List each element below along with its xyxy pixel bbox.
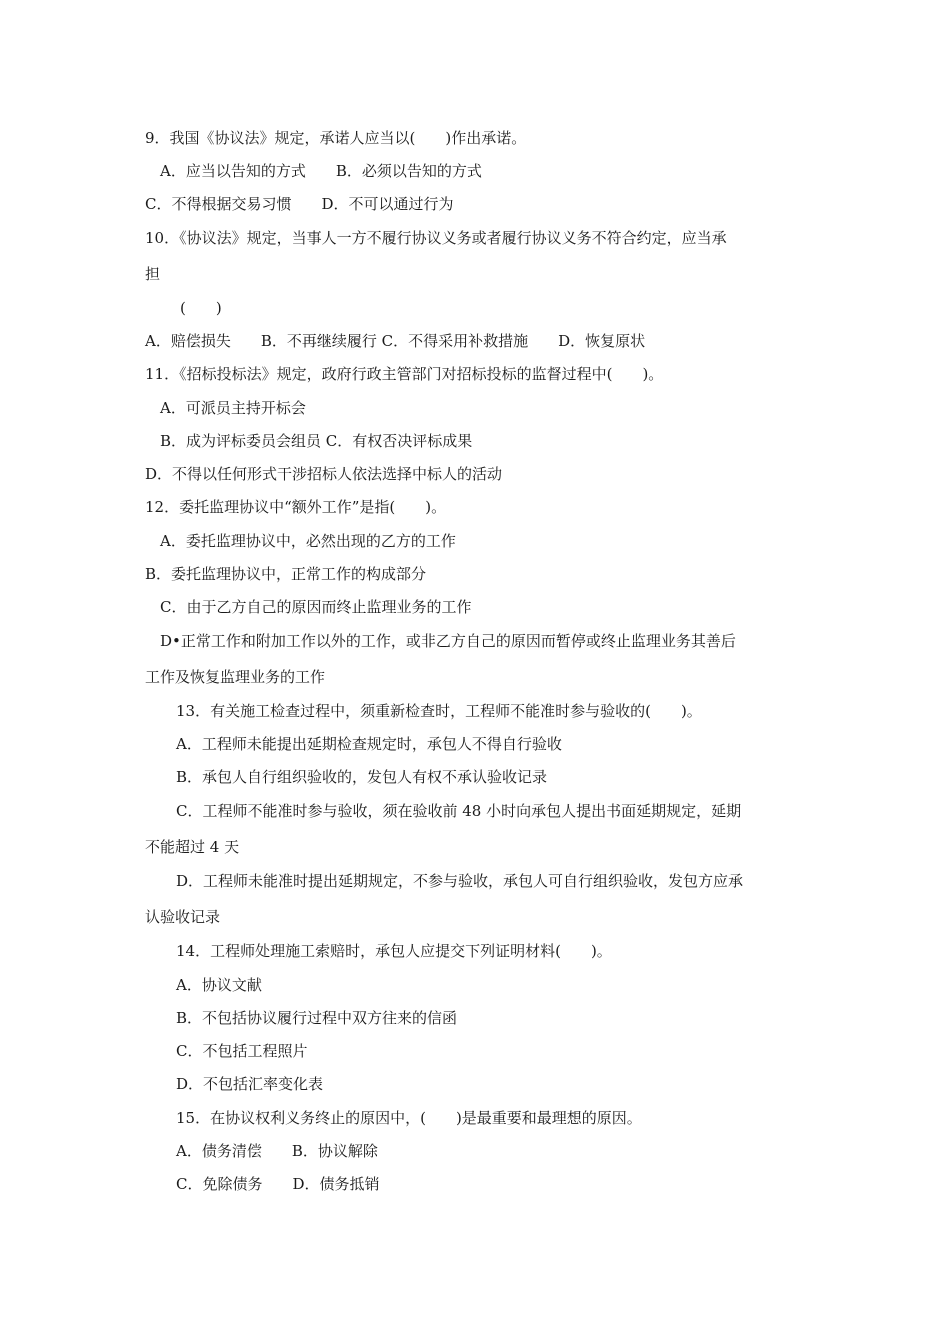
question-13-option-d: D．工程师未能准时提出延期规定，不参与验收，承包人可自行组织验收，发包方应承	[176, 872, 744, 890]
question-11-options-bc: B．成为评标委员会组员 C．有权否决评标成果	[160, 432, 473, 450]
question-12-option-d: D•正常工作和附加工作以外的工作，或非乙方自己的原因而暂停或终止监理业务其善后	[160, 632, 736, 650]
question-14: 14．工程师处理施工索赔时，承包人应提交下列证明材料( )。	[176, 942, 612, 960]
question-14-option-a: A．协议文献	[176, 976, 262, 994]
question-15-options-cd: C．免除债务 D．债务抵销	[176, 1175, 380, 1193]
question-12-option-a: A．委托监理协议中，必然出现的乙方的工作	[160, 532, 456, 550]
question-13-option-c-continued: 不能超过 4 天	[145, 838, 240, 856]
question-15: 15．在协议权利义务终止的原因中，( )是最重要和最理想的原因。	[176, 1109, 642, 1127]
question-13-option-d-continued: 认验收记录	[145, 908, 221, 926]
question-13-option-a: A．工程师未能提出延期检查规定时，承包人不得自行验收	[176, 735, 562, 753]
question-11: 11．《招标投标法》规定，政府行政主管部门对招标投标的监督过程中( )。	[145, 365, 664, 383]
question-14-option-d: D．不包括汇率变化表	[176, 1075, 324, 1093]
question-13-option-c: C．工程师不能准时参与验收，须在验收前 48 小时向承包人提出书面延期规定，延期	[176, 802, 742, 820]
question-14-option-b: B．不包括协议履行过程中双方往来的信函	[176, 1009, 458, 1027]
question-9: 9．我国《协议法》规定，承诺人应当以( )作出承诺。	[145, 129, 527, 147]
question-14-option-c: C．不包括工程照片	[176, 1042, 308, 1060]
question-11-option-d: D．不得以任何形式干涉招标人依法选择中标人的活动	[145, 465, 503, 483]
question-9-options-cd: C．不得根据交易习惯 D．不可以通过行为	[145, 195, 454, 213]
question-10: 10．《协议法》规定，当事人一方不履行协议义务或者履行协议义务不符合约定，应当承	[145, 229, 727, 247]
question-10-continued: 担	[145, 265, 161, 283]
question-13: 13．有关施工检查过程中，须重新检查时，工程师不能准时参与验收的( )。	[176, 702, 702, 720]
question-15-options-ab: A．债务清偿 B．协议解除	[176, 1142, 378, 1160]
question-12: 12．委托监理协议中“额外工作”是指( )。	[145, 498, 447, 516]
question-12-option-c: C．由于乙方自己的原因而终止监理业务的工作	[160, 598, 472, 616]
question-11-option-a: A．可派员主持开标会	[160, 399, 306, 417]
question-10-options: A．赔偿损失 B．不再继续履行 C．不得采用补救措施 D．恢复原状	[145, 332, 646, 350]
question-12-option-d-continued: 工作及恢复监理业务的工作	[145, 668, 326, 686]
question-10-blank: ( )	[180, 299, 222, 317]
question-9-options-ab: A．应当以告知的方式 B．必须以告知的方式	[160, 162, 482, 180]
question-13-option-b: B．承包人自行组织验收的，发包人有权不承认验收记录	[176, 768, 548, 786]
question-12-option-b: B．委托监理协议中，正常工作的构成部分	[145, 565, 427, 583]
